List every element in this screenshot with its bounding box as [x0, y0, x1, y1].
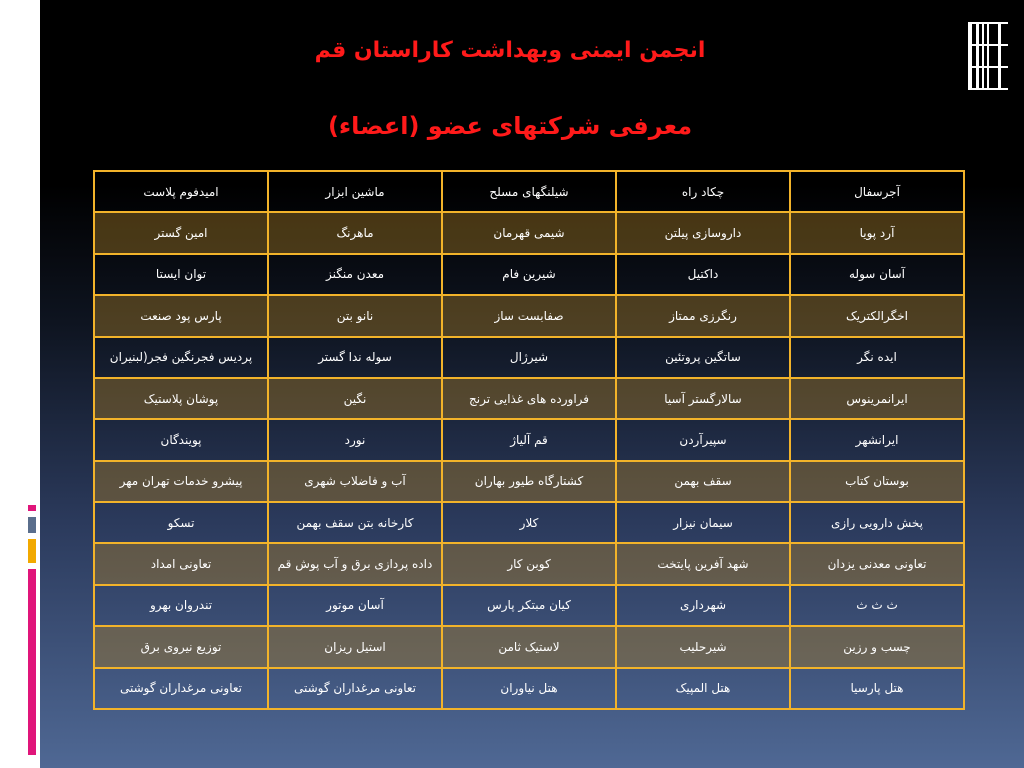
table-cell: هتل نیاوران — [442, 668, 616, 710]
table-cell: داده پردازی برق و آب پوش قم — [268, 543, 442, 584]
table-cell: آب و فاضلاب شهری — [268, 461, 442, 502]
table-cell: شهرداری — [616, 585, 790, 626]
table-cell: تعاونی مرغداران گوشتی — [94, 668, 268, 710]
table-cell: ایده نگر — [790, 337, 964, 378]
table-cell: پارس پود صنعت — [94, 295, 268, 336]
accent-bars — [28, 505, 38, 755]
table-cell: سقف بهمن — [616, 461, 790, 502]
table-cell: سالارگستر آسیا — [616, 378, 790, 419]
table-cell: چسب و رزین — [790, 626, 964, 667]
table-cell: تندروان بهرو — [94, 585, 268, 626]
table-row — [94, 254, 964, 295]
table-row — [94, 626, 964, 667]
member-companies-table — [93, 170, 965, 710]
table-cell: نانو بتن — [268, 295, 442, 336]
table-cell: فراورده های غذایی ترنج — [442, 378, 616, 419]
table-cell: تعاونی معدنی یزدان — [790, 543, 964, 584]
table-cell: پخش دارویی رازی — [790, 502, 964, 543]
table-cell: شهد آفرین پایتخت — [616, 543, 790, 584]
table-cell: کارخانه بتن سقف بهمن — [268, 502, 442, 543]
page-subtitle: معرفی شرکتهای عضو (اعضاء) — [327, 112, 693, 140]
table-cell: سپیرآردن — [616, 419, 790, 460]
table-cell: شیرژال — [442, 337, 616, 378]
page-title: انجمن ایمنی وبهداشت کاراستان قم — [314, 38, 706, 63]
table-cell: تسکو — [94, 502, 268, 543]
table-cell: پردیس فجرنگین فجر(لبنیران — [94, 337, 268, 378]
table-cell: شیمی قهرمان — [442, 212, 616, 253]
table-row — [94, 212, 964, 253]
table-cell: تعاونی امداد — [94, 543, 268, 584]
table-cell: آرد پویا — [790, 212, 964, 253]
table-row — [94, 543, 964, 584]
table-cell: صفابست ساز — [442, 295, 616, 336]
table-row — [94, 585, 964, 626]
table-cell: استیل ریزان — [268, 626, 442, 667]
table-cell: ماهرنگ — [268, 212, 442, 253]
table-row — [94, 502, 964, 543]
table-row — [94, 337, 964, 378]
table-cell: اخگرالکتریک — [790, 295, 964, 336]
table-cell: امیدفوم پلاست — [94, 171, 268, 212]
table-cell: آسان موتور — [268, 585, 442, 626]
table-row — [94, 171, 964, 212]
table-cell: شیرحلیب — [616, 626, 790, 667]
table-cell: داروسازی پیلتن — [616, 212, 790, 253]
table-cell: توان ایستا — [94, 254, 268, 295]
table-cell: بوستان کتاب — [790, 461, 964, 502]
table-cell: نگین — [268, 378, 442, 419]
table-cell: هتل المپیک — [616, 668, 790, 710]
table-row — [94, 419, 964, 460]
table-cell: امین گستر — [94, 212, 268, 253]
table-cell: لاستیک ثامن — [442, 626, 616, 667]
table-cell: کیان مبتکر پارس — [442, 585, 616, 626]
table-cell: پویندگان — [94, 419, 268, 460]
table-cell: نورد — [268, 419, 442, 460]
table-row — [94, 378, 964, 419]
table-cell: ایرانمرینوس — [790, 378, 964, 419]
table-row — [94, 295, 964, 336]
table-cell: کوبن کار — [442, 543, 616, 584]
table-cell: رنگرزی ممتاز — [616, 295, 790, 336]
table-cell: قم آلیاژ — [442, 419, 616, 460]
table-cell: ایرانشهر — [790, 419, 964, 460]
table-cell: ماشین ابزار — [268, 171, 442, 212]
table-cell: سوله ندا گستر — [268, 337, 442, 378]
table-row — [94, 668, 964, 710]
table-row — [94, 461, 964, 502]
table-cell: هتل پارسیا — [790, 668, 964, 710]
table-cell: کلار — [442, 502, 616, 543]
table-cell: سیمان نیزار — [616, 502, 790, 543]
table-cell: ث ث ث — [790, 585, 964, 626]
table-cell: توزیع نیروی برق — [94, 626, 268, 667]
table-cell: آسان سوله — [790, 254, 964, 295]
table-cell: معدن منگنز — [268, 254, 442, 295]
table-cell: تعاونی مرغداران گوشتی — [268, 668, 442, 710]
table-cell: شیرین فام — [442, 254, 616, 295]
table-cell: پوشان پلاستیک — [94, 378, 268, 419]
table-cell: آجرسفال — [790, 171, 964, 212]
table-cell: شیلنگهای مسلح — [442, 171, 616, 212]
table-cell: چکاد راه — [616, 171, 790, 212]
table-cell: ساتگین پروتئین — [616, 337, 790, 378]
table-cell: پیشرو خدمات تهران مهر — [94, 461, 268, 502]
decorative-lines-icon — [968, 22, 1012, 94]
table-cell: داکتیل — [616, 254, 790, 295]
table-cell: کشتارگاه طیور بهاران — [442, 461, 616, 502]
